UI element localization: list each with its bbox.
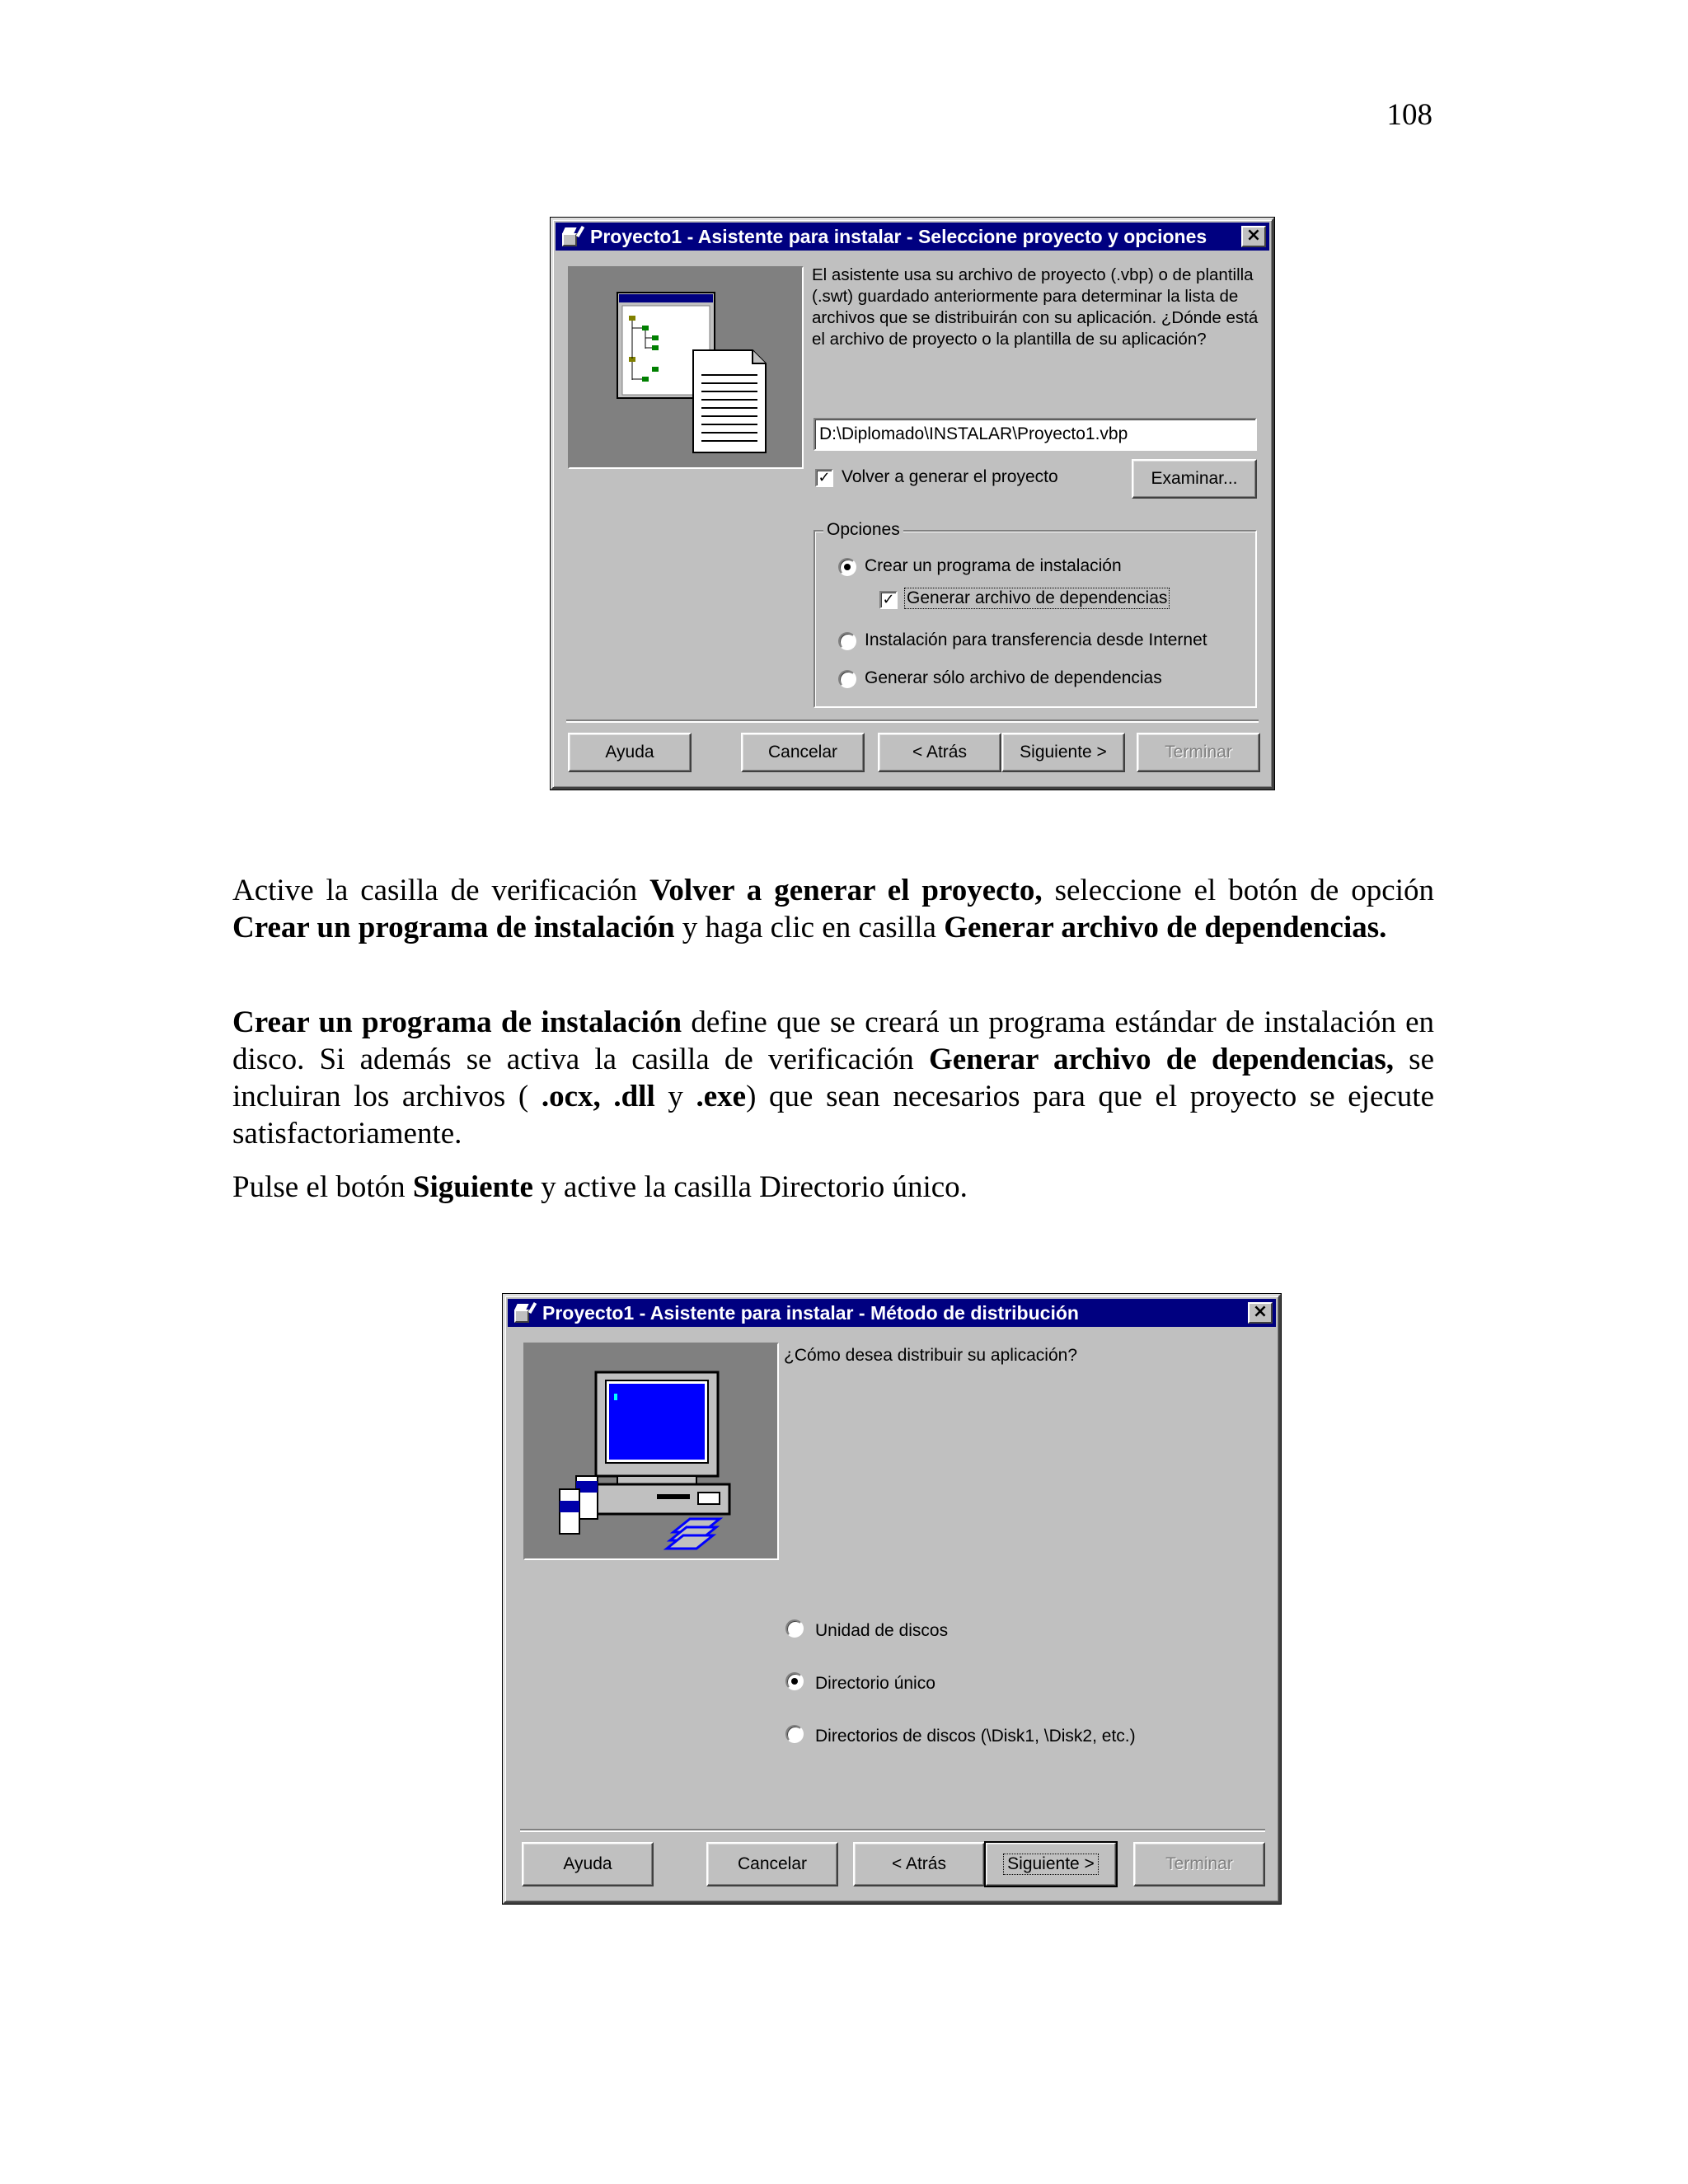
p1-bold-dependencies: Generar archivo de dependencias. (944, 911, 1387, 944)
p2-text-1: define que se creará un programa estándar de instalación en disco. Si además se activa la casilla de verificación (232, 1005, 1434, 1076)
dialog-title: Proyecto1 - Asistente para instalar - Método de distribución (542, 1301, 1079, 1324)
internet-setup-label[interactable]: Instalación para transferencia desde Internet (865, 630, 1207, 649)
help-button[interactable] (522, 1842, 654, 1886)
computer-disks-illustration (523, 1343, 779, 1560)
project-path-input[interactable]: D:\Diplomado\INSTALAR\Proyecto1.vbp (814, 418, 1257, 451)
setup-wizard-dialog-project (551, 218, 1274, 790)
next-button-label: Siguiente > (1003, 1854, 1099, 1875)
project-files-illustration (568, 266, 804, 469)
page-number: 108 (1386, 98, 1432, 132)
computer-icon (525, 1344, 777, 1558)
paragraph-instructions (232, 872, 1434, 946)
setup-wizard-dialog-distribution (503, 1294, 1281, 1904)
p1-bold-create-setup: Crear un programa de instalación (232, 911, 675, 944)
p3-bold-next: Siguiente (412, 1170, 533, 1204)
next-button-label: Siguiente > (1020, 743, 1107, 762)
title-bar[interactable] (556, 223, 1269, 251)
options-legend: Opciones (823, 520, 903, 540)
next-button[interactable] (985, 1842, 1117, 1886)
dependency-only-radio[interactable] (838, 670, 856, 688)
title-bar[interactable] (508, 1299, 1276, 1327)
back-button[interactable] (853, 1842, 985, 1886)
rebuild-project-label[interactable]: Volver a generar el proyecto (842, 467, 1058, 486)
back-button-label: < Atrás (892, 1854, 946, 1873)
wizard-description: El asistente usa su archivo de proyecto (.vbp) o de plantilla (.swt) guardado anteriormente para determinar la lista de archivos que se distribuirán con su aplicación. ¿Dónde está el archivo de proyecto o la plantilla de su aplicación? (812, 265, 1259, 349)
setup-wizard-icon (560, 226, 582, 247)
paragraph-explanation (232, 1004, 1434, 1152)
p2-bold-create-setup: Crear un programa de instalación (232, 1005, 682, 1039)
floppy-drive-label[interactable]: Unidad de discos (815, 1621, 949, 1640)
p2-bold-exe: .exe (696, 1080, 747, 1113)
finish-button-label: Terminar (1165, 1854, 1233, 1873)
p2-bold-dependencies: Generar archivo de dependencias, (928, 1043, 1394, 1076)
dialog-title: Proyecto1 - Asistente para instalar - Seleccione proyecto y opciones (590, 225, 1207, 247)
p1-text-3: y haga clic en casilla (674, 911, 945, 944)
disk-directories-radio[interactable] (785, 1725, 804, 1743)
back-button[interactable] (878, 733, 1001, 772)
p2-text-3: y (654, 1080, 696, 1113)
project-files-icon (570, 268, 802, 467)
distribution-question: ¿Cómo desea distribuir su aplicación? (784, 1346, 1078, 1365)
p2-text-4: ) que sean necesarios para que el proyecto se ejecute satisfactoriamente. (232, 1080, 1435, 1151)
cancel-button-label: Cancelar (737, 1854, 808, 1873)
help-button-label: Ayuda (605, 743, 654, 762)
finish-button[interactable] (1133, 1842, 1265, 1886)
button-separator (566, 719, 1259, 723)
p2-bold-ocx-dll: .ocx, .dll (541, 1080, 655, 1113)
setup-wizard-icon (513, 1302, 534, 1324)
internet-setup-radio[interactable] (838, 632, 856, 650)
p1-bold-rebuild: Volver a generar el proyecto, (649, 874, 1043, 907)
floppy-drive-radio[interactable] (785, 1619, 804, 1638)
create-setup-label[interactable]: Crear un programa de instalación (865, 556, 1122, 575)
single-directory-label[interactable]: Directorio único (815, 1674, 935, 1693)
close-button[interactable]: × (1241, 226, 1266, 247)
generate-dependency-checkbox[interactable]: ✓ (879, 591, 898, 609)
next-button[interactable] (1001, 733, 1125, 772)
help-button[interactable] (568, 733, 692, 772)
finish-button[interactable] (1137, 733, 1260, 772)
help-button-label: Ayuda (563, 1854, 612, 1873)
create-setup-radio[interactable] (838, 558, 856, 576)
cancel-button-label: Cancelar (767, 743, 838, 762)
p2-text-2: se incluiran los archivos ( (232, 1043, 1434, 1113)
single-directory-radio[interactable] (785, 1672, 804, 1690)
disk-directories-label[interactable]: Directorios de discos (\Disk1, \Disk2, etc.) (815, 1727, 1136, 1746)
browse-button[interactable] (1132, 459, 1257, 499)
p1-text-1: Active la casilla de verificación (232, 874, 650, 907)
dependency-only-label[interactable]: Generar sólo archivo de dependencias (865, 668, 1162, 687)
back-button-label: < Atrás (912, 743, 967, 762)
cancel-button[interactable] (741, 733, 865, 772)
p3-text-2: y active la casilla Directorio único. (532, 1170, 968, 1204)
p1-text-2: seleccione el botón de opción (1042, 874, 1434, 907)
cancel-button[interactable] (706, 1842, 838, 1886)
browse-button-label: Examinar... (1151, 469, 1238, 488)
button-separator (520, 1829, 1265, 1832)
p3-text-1: Pulse el botón (232, 1170, 413, 1204)
finish-button-label: Terminar (1165, 743, 1232, 762)
generate-dependency-label[interactable]: Generar archivo de dependencias (904, 588, 1170, 609)
paragraph-next-step (232, 1169, 1434, 1206)
close-button[interactable]: × (1248, 1302, 1273, 1324)
rebuild-project-checkbox[interactable]: ✓ (815, 469, 833, 487)
